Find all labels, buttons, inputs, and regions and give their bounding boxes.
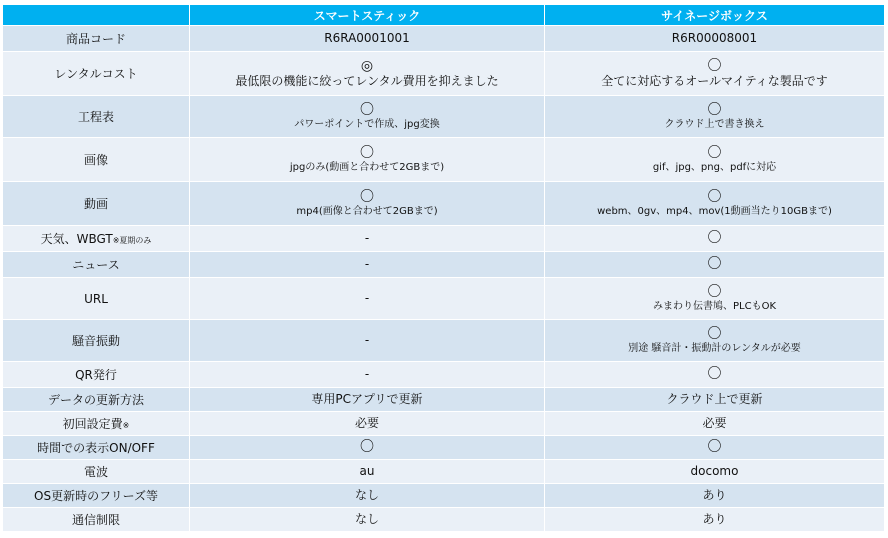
table-row	[3, 388, 885, 412]
signage-box-cell	[545, 252, 885, 278]
cell-text: -	[364, 333, 370, 347]
signage-box-cell	[545, 138, 885, 182]
cell-text: -	[364, 231, 370, 245]
cell-note: クラウド上で書き換え	[664, 118, 765, 130]
cell-text: あり	[702, 488, 727, 502]
signage-box-cell	[545, 26, 885, 52]
row-label-text: レンタルコスト	[54, 67, 138, 81]
row-label	[3, 26, 190, 52]
smart-stick-cell	[190, 388, 545, 412]
support-mark: 〇	[360, 101, 374, 118]
row-label-text: URL	[84, 291, 108, 306]
support-mark: 〇	[707, 439, 722, 455]
row-label-text: 時間での表示ON/OFF	[37, 441, 155, 455]
row-label	[3, 388, 190, 412]
smart-stick-cell	[190, 484, 545, 508]
support-mark: 〇	[707, 188, 722, 205]
smart-stick-cell	[190, 138, 545, 182]
cell-text: クラウド上で更新	[666, 392, 763, 406]
signage-box-cell	[545, 484, 885, 508]
row-label	[3, 252, 190, 278]
row-label-text: 天気、WBGT	[40, 232, 113, 246]
table-row	[3, 362, 885, 388]
table-row	[3, 52, 885, 96]
cell-text: あり	[702, 512, 727, 526]
support-mark: 〇	[360, 188, 374, 205]
signage-box-cell	[545, 226, 885, 252]
support-mark: 〇	[707, 256, 722, 272]
comparison-table	[2, 4, 885, 532]
support-mark: 〇	[707, 283, 722, 300]
row-label	[3, 436, 190, 460]
table-row	[3, 96, 885, 138]
support-mark: 〇	[707, 325, 722, 342]
cell-text: R6RA0001001	[324, 31, 410, 45]
support-mark: 〇	[360, 439, 374, 455]
smart-stick-cell	[190, 252, 545, 278]
smart-stick-cell	[190, 436, 545, 460]
signage-box-cell	[545, 96, 885, 138]
table-row	[3, 484, 885, 508]
smart-stick-cell	[190, 320, 545, 362]
row-label	[3, 320, 190, 362]
row-label	[3, 484, 190, 508]
signage-box-cell	[545, 412, 885, 436]
row-label-text: 工程表	[77, 110, 114, 124]
signage-box-cell	[545, 508, 885, 532]
signage-box-cell	[545, 182, 885, 226]
row-label-text: 初回設定費	[62, 417, 123, 431]
header-row	[3, 5, 885, 26]
row-label-text: 騒音振動	[71, 334, 120, 348]
row-label-text: データの更新方法	[47, 393, 144, 407]
cell-note: jpgのみ(動画と合わせて2GBまで)	[289, 161, 445, 173]
cell-text: -	[364, 291, 370, 305]
signage-box-cell	[545, 52, 885, 96]
row-label-text: ニュース	[72, 258, 120, 272]
support-mark: 〇	[707, 230, 722, 246]
signage-box-cell	[545, 320, 885, 362]
signage-box-cell	[545, 436, 885, 460]
cell-note: gif、jpg、png、pdfに対応	[652, 161, 777, 173]
row-label-text: OS更新時のフリーズ等	[34, 489, 158, 503]
row-label-text: 動画	[83, 197, 108, 211]
table-row	[3, 26, 885, 52]
header-smart-stick: スマートスティック	[190, 5, 545, 26]
cell-text: -	[364, 367, 370, 381]
signage-box-cell	[545, 278, 885, 320]
row-label-text: 電波	[83, 465, 108, 479]
table-row	[3, 138, 885, 182]
header-blank	[3, 5, 190, 26]
row-label-note: ※	[122, 421, 130, 430]
smart-stick-cell	[190, 52, 545, 96]
header-signage-box: サイネージボックス	[545, 5, 885, 26]
table-row	[3, 252, 885, 278]
cell-text: au	[359, 464, 375, 478]
cell-note: mp4(画像と合わせて2GBまで)	[296, 205, 438, 217]
row-label	[3, 412, 190, 436]
support-mark: 〇	[707, 57, 722, 74]
cell-text: 専用PCアプリで更新	[311, 392, 423, 406]
support-mark: ◎	[360, 57, 374, 74]
row-label-text: 商品コード	[65, 32, 126, 46]
smart-stick-cell	[190, 278, 545, 320]
cell-note: パワーポイントで作成、jpg変換	[294, 118, 440, 130]
row-label	[3, 96, 190, 138]
row-label	[3, 182, 190, 226]
support-mark: 〇	[707, 366, 722, 382]
cell-text: なし	[354, 488, 379, 502]
smart-stick-cell	[190, 26, 545, 52]
smart-stick-cell	[190, 362, 545, 388]
smart-stick-cell	[190, 460, 545, 484]
cell-text: 必要	[702, 416, 727, 430]
table-row	[3, 182, 885, 226]
row-label	[3, 278, 190, 320]
row-label	[3, 226, 190, 252]
table-row	[3, 460, 885, 484]
row-label-text: 通信制限	[71, 513, 120, 527]
signage-box-cell	[545, 362, 885, 388]
row-label-text: QR発行	[75, 368, 117, 382]
table-row	[3, 412, 885, 436]
support-mark: 〇	[707, 144, 722, 161]
cell-note: みまわり伝書鳩、PLCもOK	[652, 300, 776, 312]
smart-stick-cell	[190, 96, 545, 138]
support-mark: 〇	[707, 101, 722, 118]
row-label-note: ※夏期のみ	[112, 236, 152, 245]
row-label	[3, 508, 190, 532]
smart-stick-cell	[190, 226, 545, 252]
cell-text: 最低限の機能に絞ってレンタル費用を抑えました	[235, 73, 499, 88]
row-label	[3, 460, 190, 484]
cell-text: なし	[354, 512, 379, 526]
smart-stick-cell	[190, 182, 545, 226]
cell-note: webm、0gv、mp4、mov(1動画当たり10GBまで)	[597, 205, 832, 217]
cell-text: R6R00008001	[671, 31, 758, 45]
table-row	[3, 320, 885, 362]
table-row	[3, 508, 885, 532]
table-row	[3, 436, 885, 460]
smart-stick-cell	[190, 412, 545, 436]
table-row	[3, 278, 885, 320]
cell-text: 全てに対応するオールマイティな製品です	[601, 73, 828, 88]
support-mark: 〇	[360, 144, 374, 161]
signage-box-cell	[545, 388, 885, 412]
cell-text: docomo	[690, 464, 739, 478]
cell-note: 別途 騒音計・振動計のレンタルが必要	[628, 342, 801, 354]
smart-stick-cell	[190, 508, 545, 532]
row-label	[3, 362, 190, 388]
row-label	[3, 138, 190, 182]
cell-text: -	[364, 257, 370, 271]
row-label-text: 画像	[83, 153, 108, 167]
row-label	[3, 52, 190, 96]
cell-text: 必要	[354, 416, 379, 430]
table-row	[3, 226, 885, 252]
signage-box-cell	[545, 460, 885, 484]
